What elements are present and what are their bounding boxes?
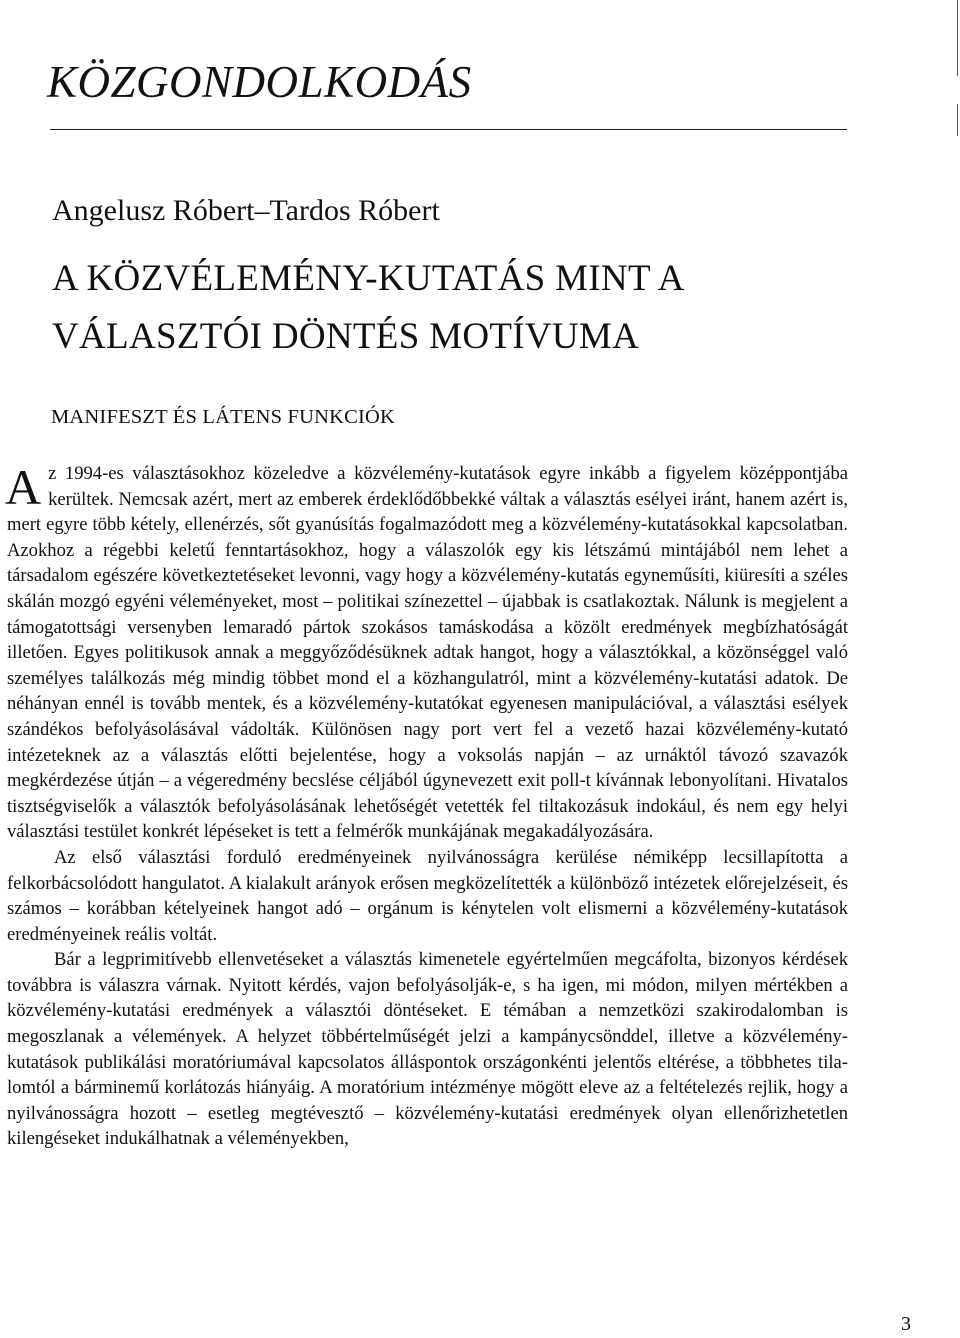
paragraph-1-text: z 1994-es választásokhoz közeledve a közvélemény-kutatások egyre inkább a figyelem középpontjába kerültek. Nemcsak azért, mert az emberek érdeklődőbbekké váltak a választás esélyei iránt, hanem azért is, mert egyre több kétely, ellenérzés, sőt gyanúsítás fogalmazódott meg a közvélemény-kutatásokkal kapcsolatban. Azokhoz a régebbi keletű fenntartásokhoz, hogy a válaszolók egy kis létszámú mintájából nem lehet a társadalom egészére következtetéseket levonni, vagy hogy a közvélemény-kutatás egyneműsíti, kiüresíti a széles skálán mozgó egyéni véleményeket, most – politikai színezettel – újabbak is csatlakoztak. Nálunk is megjelent a támogatottsági versenyben lemaradó pártok szokásos tamáskodása a közölt eredmények megbízhatóságát illetően. Egyes politikusok annak a meggyőződésüknek adtak hangot, hogy a választókkal, a közönséggel való személyes találkozás még mindig többet mond el a közhangulatról, mint a közvélemény-kutatási adatok. De néhányan ennél is tovább mentek, és a közvélemény-kutatókat egyenesen manipulációval, a választási esélyek szándékos befolyásolásával vádolták. Különösen nagy port vert fel a vezető hazai közvélemény-kutató intézeteknek az a választás előtti bejelentése, hogy a voksolás napján – az urnáktól távozó szavazók megkérdezése útján – a végeredmény becslése céljából úgynevezett exit poll-t kívánnak lebonyolítani. Hivatalos tisztségviselők a választók befolyásolásának lehetőségét vetették fel tiltakozásuk indokául, és nem egy helyi választási testület konkrét lépéseket is tett a felmérők munkájának megakadályozására. — [7, 463, 848, 843]
scan-edge-mark — [957, 104, 958, 136]
paragraph-1 — [7, 461, 848, 845]
header-rule — [50, 129, 847, 130]
scan-edge-mark — [957, 0, 958, 76]
paragraph-3: Bár a legprimitívebb ellenvetéseket a választás kimenetele egyértelműen megcáfolta, bizonyos kérdések továbbra is válaszra várnak. Nyitott kérdés, vajon befolyásolják-e, s ha igen, mi módon, milyen mértékben a közvélemény-kutatási eredmények a választói döntéseket. E témában a nemzetközi szakirodalomban is megoszlanak a vélemények. A helyzet többértelműségét jelzi a kampánycsönddel, illetve a közvélemény-kutatások publikálási moratóriumával kapcsolatos álláspontok országonkénti jelentős eltérése, a többhetes tilalomtól a bárminemű korlátozás hiányáig. A moratórium intézménye mögött eleve az a feltételezés rejlik, hogy a nyilvánosságra hozott – esetleg megtévesztő – közvélemény-kutatási eredmények olyan ellenőrizhetetlen kilengéseket indukálhatnak a véleményekben, — [7, 949, 848, 1150]
article-title-line-2: VÁLASZTÓI DÖNTÉS MOTÍVUMA — [52, 316, 640, 357]
section-subheading: MANIFESZT ÉS LÁTENS FUNKCIÓK — [51, 406, 396, 428]
page-number: 3 — [901, 1313, 911, 1335]
article-body — [7, 461, 848, 1152]
section-title: KÖZGONDOLKODÁS — [47, 57, 472, 107]
drop-cap: A — [5, 459, 42, 515]
article-title-line-1: A KÖZVÉLEMÉNY-KUTATÁS MINT A — [52, 258, 685, 299]
article-title — [52, 250, 685, 366]
article-authors: Angelusz Róbert–Tardos Róbert — [52, 194, 440, 227]
paragraph-2: Az első választási forduló eredményeinek nyilvánosságra kerülése némiképp lecsillapította a felkorbácsolódott hangulatot. A kialakult arányok erősen megközelítették a különböző intézetek előrejelzéseit, és számos – korábban kételyeinek hangot adó – orgánum is kénytelen volt elismerni a közvélemény-kutatások eredményeinek reális voltát. — [7, 846, 848, 945]
